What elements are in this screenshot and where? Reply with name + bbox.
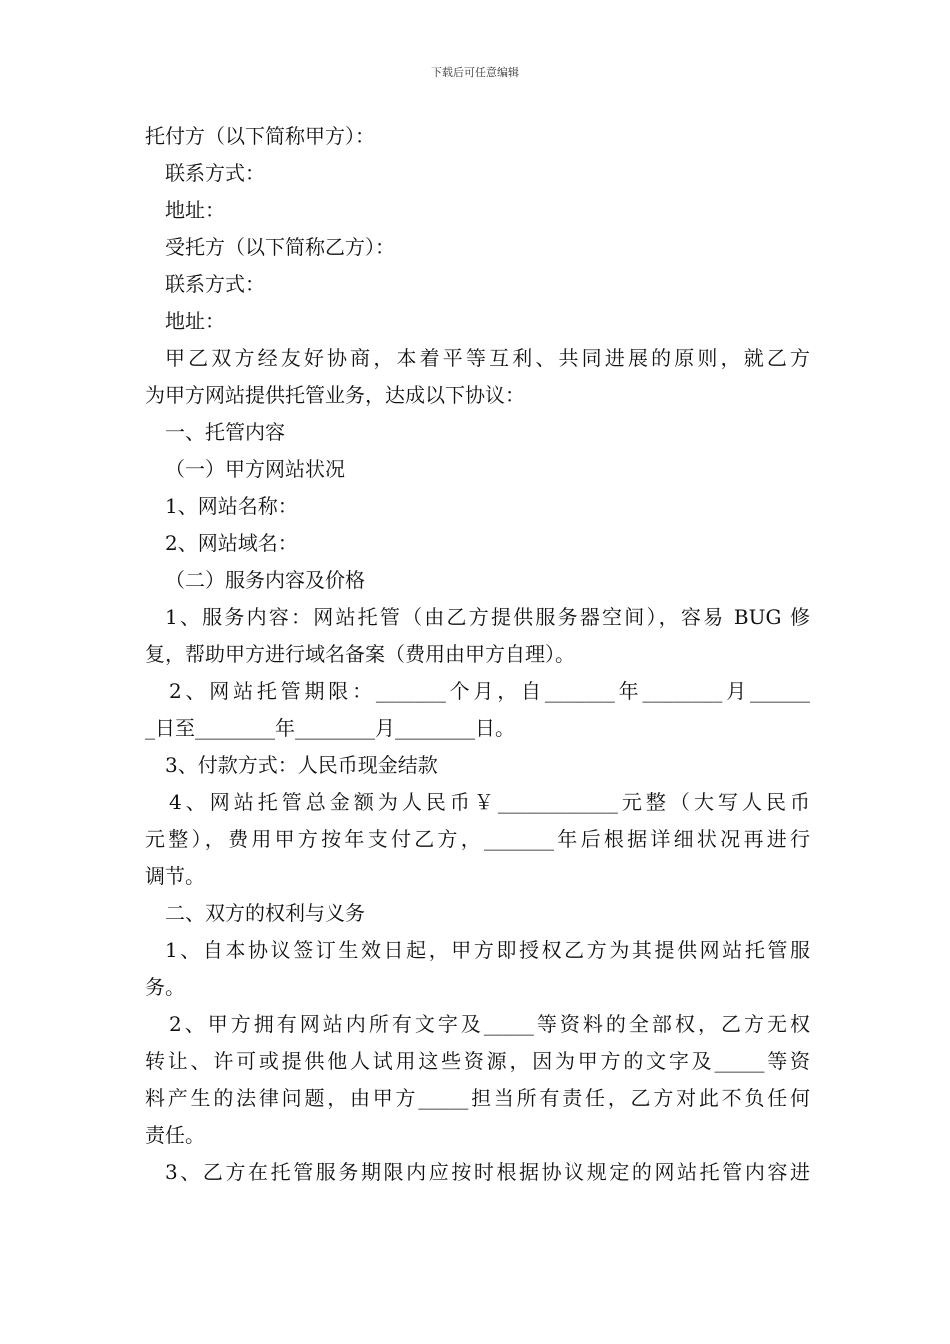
preamble-line-2: 为甲方网站提供托管业务，达成以下协议： [145, 383, 525, 407]
hosting-period-line-1: 2、网站托管期限：_______个月，自_______年________月______ [169, 679, 810, 703]
page-header: 下载后可任意编辑 [431, 66, 519, 79]
client-address-line: 地址： [165, 198, 225, 222]
contract-body [145, 118, 810, 1191]
rights-item-3-line-1: 3、乙方在托管服务期限内应按时根据协议规定的网站托管内容进 [165, 1160, 810, 1184]
total-amount-line-3: 调节。 [145, 864, 205, 888]
rights-item-2-line-2: 转让、许可或提供他人试用这些资源，因为甲方的文字及_____等资 [145, 1049, 810, 1073]
website-domain-line: 2、网站域名： [165, 531, 298, 555]
total-amount-line-1: 4、网站托管总金额为人民币￥____________元整（大写人民币 [169, 790, 810, 814]
provider-contact-line: 联系方式： [165, 272, 265, 296]
rights-item-1-line-2: 务。 [145, 975, 185, 999]
rights-item-2-line-1: 2、甲方拥有网站内所有文字及_____等资料的全部权，乙方无权 [169, 1012, 810, 1036]
preamble-line-1: 甲乙双方经友好协商，本着平等互利、共同进展的原则，就乙方 [165, 346, 810, 370]
total-amount-line-2: 元整），费用甲方按年支付乙方，_______年后根据详细状况再进行 [145, 827, 810, 851]
rights-item-2-line-3: 料产生的法律问题，由甲方_____担当所有责任，乙方对此不负任何 [145, 1086, 810, 1110]
section-heading-2: 二、双方的权利与义务 [165, 901, 365, 925]
provider-address-line: 地址： [165, 309, 225, 333]
provider-party-line: 受托方（以下简称乙方）： [165, 235, 395, 259]
rights-item-1-line-1: 1、自本协议签订生效日起，甲方即授权乙方为其提供网站托管服 [165, 938, 810, 962]
service-content-line-2: 复，帮助甲方进行域名备案（费用由甲方自理）。 [145, 642, 575, 666]
client-party-line: 托付方（以下简称甲方）： [145, 124, 375, 148]
rights-item-2-line-4: 责任。 [145, 1123, 205, 1147]
service-content-line-1: 1、服务内容：网站托管（由乙方提供服务器空间），容易 BUG 修 [165, 605, 810, 629]
payment-method-line: 3、付款方式：人民币现金结款 [165, 753, 438, 777]
website-name-line: 1、网站名称： [165, 494, 298, 518]
section-heading-1: 一、托管内容 [165, 420, 285, 444]
client-contact-line: 联系方式： [165, 161, 265, 185]
subsection-heading-1: （一）甲方网站状况 [165, 457, 345, 481]
subsection-heading-2: （二）服务内容及价格 [165, 568, 365, 592]
hosting-period-line-2: _日至________年________月________日。 [145, 716, 515, 740]
